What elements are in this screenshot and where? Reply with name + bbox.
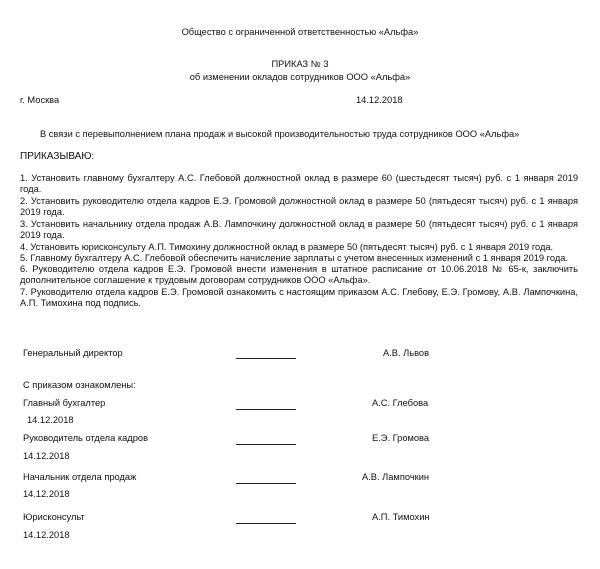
acquainted-date: 14.12.2018 (27, 415, 74, 425)
signature-line (236, 444, 296, 445)
acquainted-date: 14.12.2018 (23, 530, 70, 540)
order-word: ПРИКАЗЫВАЮ: (20, 151, 95, 162)
company-name: Общество с ограниченной ответственностью «Альфа» (181, 27, 419, 37)
signature-line (236, 483, 296, 484)
acquainted-name: А.П. Тимохин (372, 512, 430, 522)
order-city: г. Москва (20, 95, 60, 105)
acquainted-name: А.В. Лампочкин (362, 472, 430, 482)
order-item-4: 4. Установить юрисконсульту А.П. Тимохину должностной оклад в размере 50 (пятьдесят тысяч) руб. с 1 января 2019 года. (20, 242, 554, 252)
acquainted-date: 14.12.2018 (23, 451, 70, 461)
order-title: ПРИКАЗ № 3 (271, 59, 329, 69)
order-item-3: 3. Установить начальнику отдела продаж А.В. Лампочкину должностной оклад в размере 50 (пятьдесят тысяч) руб. с 1 января 2019 года. (20, 219, 578, 240)
order-subject: об изменении окладов сотрудников ООО «Альфа» (189, 72, 411, 82)
order-date: 14.12.2018 (356, 95, 403, 105)
acquainted-date: 14.12.2018 (23, 489, 70, 499)
order-item-6: 6. Руководителю отдела кадров Е.Э. Громовой внести изменения в штатное расписание от 10.06.2018 № 65-к, заключить дополнительное соглашение к трудовым договорам сотрудников ООО «Альфа». (20, 264, 578, 285)
acquainted-title: Начальник отдела продаж (23, 472, 137, 482)
order-item-7: 7. Руководителю отдела кадров Е.Э. Громовой ознакомить с настоящим приказом А.С. Глебову, Е.Э. Громову, А.В. Лампочкина, А.П. Тимохина под подпись. (20, 287, 578, 308)
acquainted-name: Е.Э. Громова (372, 433, 430, 443)
order-item-2: 2. Установить руководителю отдела кадров Е.Э. Громовой должностной оклад в размере 50 (пятьдесят тысяч) руб. с 1 января 2019 года. (20, 196, 578, 217)
acquainted-title: Главный бухгалтер (23, 398, 106, 408)
director-title: Генеральный директор (23, 348, 123, 358)
signature-line (236, 409, 296, 410)
acquainted-title: Руководитель отдела кадров (23, 433, 149, 443)
signature-line (236, 523, 296, 524)
director-name: А.В. Львов (383, 348, 430, 358)
acquainted-title: Юрисконсульт (23, 512, 85, 522)
order-item-5: 5. Главному бухгалтеру А.С. Глебовой обеспечить начисление зарплаты с учетом внесенных изменений с 1 января 2019 года. (20, 253, 569, 263)
acquainted-label: С приказом ознакомлены: (23, 380, 136, 390)
order-item-1: 1. Установить главному бухгалтеру А.С. Глебовой должностной оклад в размере 60 (шестьдесят тысяч) руб. с 1 января 2019 года. (20, 173, 578, 194)
preamble: В связи с перевыполнением плана продаж и высокой производительностью труда сотрудников ООО «Альфа» (40, 129, 520, 139)
director-signature-line (236, 358, 296, 359)
acquainted-name: А.С. Глебова (372, 398, 429, 408)
